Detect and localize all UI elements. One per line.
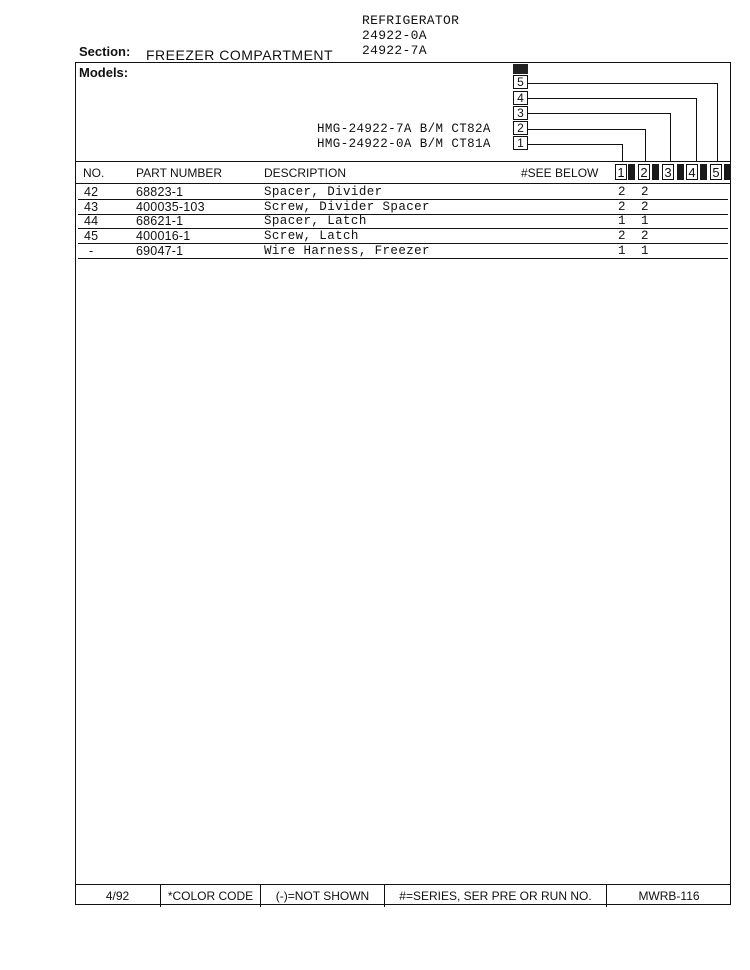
row-qty-2: 1 <box>641 244 649 258</box>
column-header-underline <box>75 183 731 184</box>
row-qty-2: 1 <box>641 214 649 228</box>
row-qty-2: 2 <box>641 229 649 243</box>
row-no: 43 <box>84 200 99 214</box>
series-5-marker <box>724 164 731 180</box>
footer-series-note: #=SERIES, SER PRE OR RUN NO. <box>385 885 607 907</box>
col-header-part-number: PART NUMBER <box>136 166 223 180</box>
row-qty-2: 2 <box>641 200 649 214</box>
row-part-number: 68621-1 <box>136 214 184 228</box>
row-description: Screw, Latch <box>264 229 359 243</box>
row-no: 45 <box>84 229 99 243</box>
product-title: REFRIGERATOR <box>362 13 460 28</box>
row-qty-1: 1 <box>618 214 626 228</box>
series-1-marker <box>628 164 635 180</box>
footer-not-shown: (-)=NOT SHOWN <box>261 885 385 907</box>
row-qty-1: 1 <box>618 244 626 258</box>
col-header-no: NO. <box>83 166 105 180</box>
series-3: 3 <box>662 164 674 180</box>
section-value: FREEZER COMPARTMENT <box>146 47 334 63</box>
row-no: - <box>89 244 94 258</box>
row-description: Spacer, Latch <box>264 214 367 228</box>
row-qty-1: 2 <box>618 200 626 214</box>
row-no: 42 <box>84 185 99 199</box>
col-header-description: DESCRIPTION <box>264 166 347 180</box>
col-header-see-below: #SEE BELOW <box>521 166 599 180</box>
footer-color-code: *COLOR CODE <box>161 885 261 907</box>
series-2-marker <box>652 164 659 180</box>
models-label: Models: <box>79 65 129 80</box>
row-description: Spacer, Divider <box>264 185 383 199</box>
row-part-number: 400016-1 <box>136 229 191 243</box>
model-box-5: 5 <box>513 75 528 89</box>
model-box-3: 3 <box>513 106 528 120</box>
series-2: 2 <box>638 164 650 180</box>
series-4-marker <box>700 164 707 180</box>
footer-date: 4/92 <box>75 885 161 907</box>
row-part-number: 69047-1 <box>136 244 184 258</box>
header-divider <box>75 161 731 162</box>
row-part-number: 68823-1 <box>136 185 184 199</box>
model-box-1: 1 <box>513 136 528 150</box>
row-qty-1: 2 <box>618 229 626 243</box>
series-3-marker <box>677 164 684 180</box>
model-number-2: 24922-7A <box>362 43 427 58</box>
section-label: Section: <box>79 44 131 59</box>
footer-doc-id: MWRB-116 <box>638 889 700 903</box>
row-qty-2: 2 <box>641 185 649 199</box>
series-5: 5 <box>710 164 722 180</box>
row-no: 44 <box>84 214 99 228</box>
model-name-2: HMG-24922-7A B/M CT82A <box>317 122 491 136</box>
model-box-4: 4 <box>513 91 528 105</box>
row-description: Screw, Divider Spacer <box>264 200 430 214</box>
row-part-number: 400035-103 <box>136 200 205 214</box>
model-name-1: HMG-24922-0A B/M CT81A <box>317 137 491 151</box>
footer-bar <box>75 884 731 906</box>
row-qty-1: 2 <box>618 185 626 199</box>
series-4: 4 <box>686 164 698 180</box>
series-1: 1 <box>615 164 627 180</box>
model-box-top-mark <box>513 64 528 74</box>
model-box-2: 2 <box>513 121 528 135</box>
row-description: Wire Harness, Freezer <box>264 244 430 258</box>
model-number-1: 24922-0A <box>362 28 427 43</box>
